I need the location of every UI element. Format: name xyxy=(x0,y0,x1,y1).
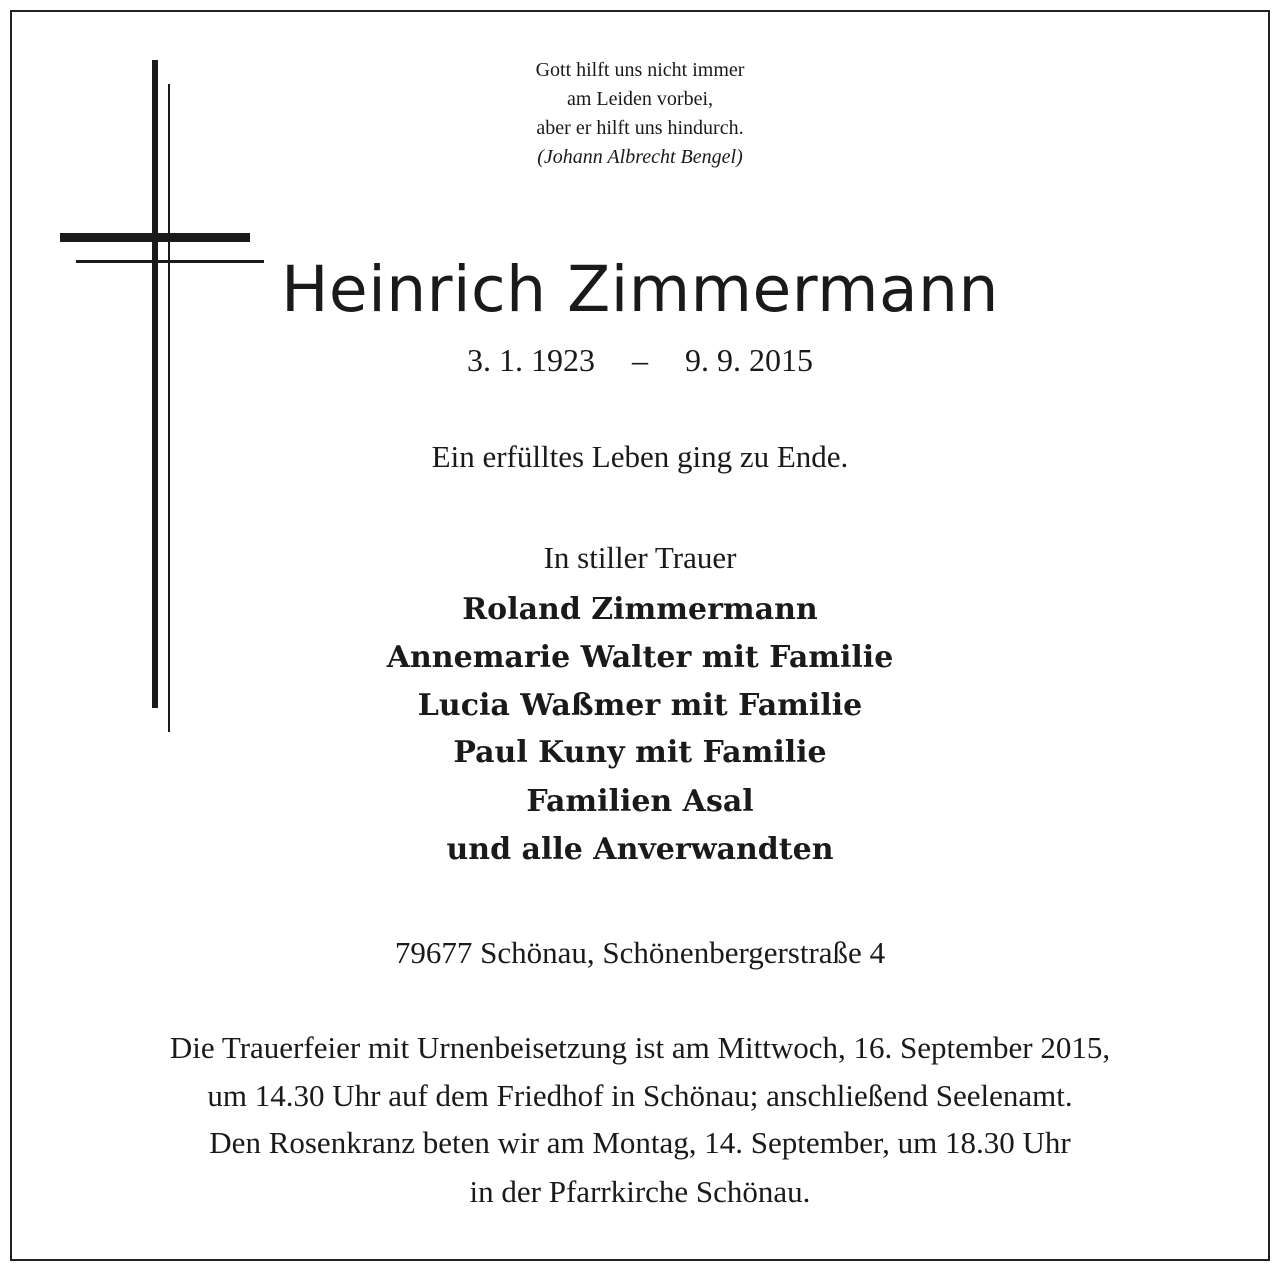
quote-line: am Leiden vorbei, xyxy=(566,88,714,110)
mourner-name: und alle Anverwandten xyxy=(446,832,834,867)
quote-line: aber er hilft uns hindurch. xyxy=(536,117,744,139)
quote-author: (Johann Albrecht Bengel) xyxy=(537,146,743,168)
deceased-name: Heinrich Zimmermann xyxy=(281,253,999,326)
mourner-name: Annemarie Walter mit Familie xyxy=(386,640,894,675)
notice-border xyxy=(10,10,1270,1261)
service-line: um 14.30 Uhr auf dem Friedhof in Schönau; anschließend Seelenamt. xyxy=(207,1078,1073,1113)
service-line: Die Trauerfeier mit Urnenbeisetzung ist am Mittwoch, 16. September 2015, xyxy=(169,1030,1111,1065)
mourning-intro: In stiller Trauer xyxy=(543,540,737,575)
service-line: in der Pfarrkirche Schönau. xyxy=(469,1174,811,1209)
cross-vertical-thin-bar xyxy=(168,84,170,732)
service-line: Den Rosenkranz beten wir am Montag, 14. September, um 18.30 Uhr xyxy=(209,1125,1071,1160)
birth-date: 3. 1. 1923 xyxy=(467,342,595,378)
life-dates xyxy=(0,344,1280,376)
mourner-name: Roland Zimmermann xyxy=(462,592,818,627)
epitaph: Ein erfülltes Leben ging zu Ende. xyxy=(431,439,849,474)
mourner-name: Lucia Waßmer mit Familie xyxy=(417,688,863,723)
mourner-name: Paul Kuny mit Familie xyxy=(453,735,827,770)
quote-line: Gott hilft uns nicht immer xyxy=(535,59,745,81)
address: 79677 Schönau, Schönenbergerstraße 4 xyxy=(394,935,886,970)
death-date: 9. 9. 2015 xyxy=(685,342,813,378)
mourner-name: Familien Asal xyxy=(526,784,754,819)
date-separator: – xyxy=(632,342,648,378)
cross-horizontal-thick-bar xyxy=(60,233,250,242)
